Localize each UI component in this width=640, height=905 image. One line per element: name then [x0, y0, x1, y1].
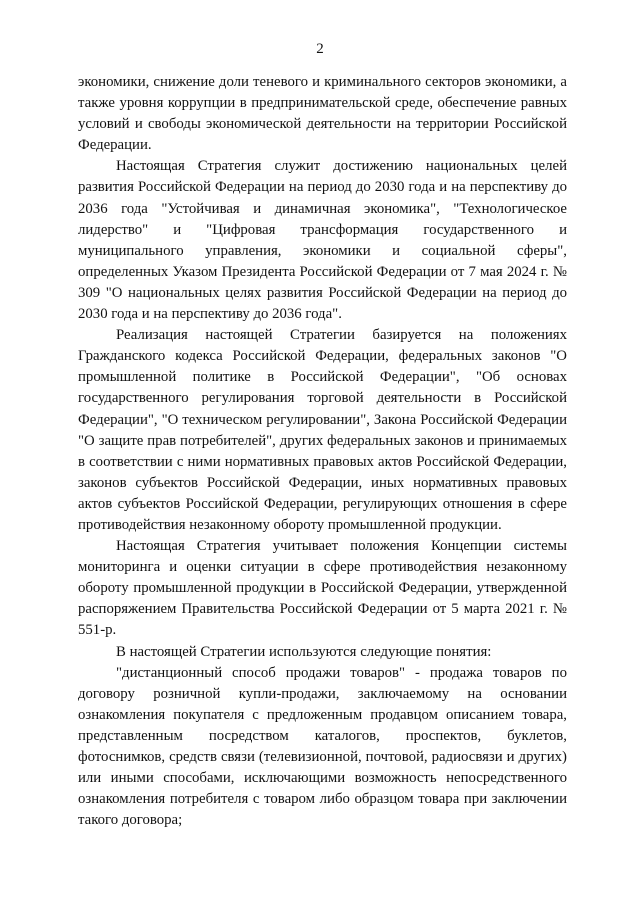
- paragraph-monitoring-concept: Настоящая Стратегия учитывает положения Концепции системы мониторинга и оценки ситуации в сфере противодействия незаконному обороту промышленной продукции в Российской Федерации, утвержденной распоряжением Правительства Российской Федерации от 5 марта 2021 г. № 551-р.: [78, 538, 567, 639]
- document-body: [78, 72, 567, 831]
- paragraph-terms-intro: В настоящей Стратегии используются следующие понятия:: [116, 643, 492, 660]
- paragraph-continuation: экономики, снижение доли теневого и криминального секторов экономики, а также уровня коррупции в предпринимательской среде, обеспечение равных условий и свободы экономической деятельности на территории Российской Федерации.: [78, 74, 567, 154]
- paragraph-national-goals: Настоящая Стратегия служит достижению национальных целей развития Российской Федерации на период до 2030 года и на перспективу до 2036 года "Устойчивая и динамичная экономика", "Технологическое лидерство" и "Цифровая трансформация государственного и муниципального управления, экономики и социальной сферы", определенных Указом Президента Российской Федерации от 7 мая 2024 г. № 309 "О национальных целях развития Российской Федерации на период до 2030 года и на перспективу до 2036 года".: [78, 158, 567, 323]
- paragraph-legal-basis: Реализация настоящей Стратегии базируется на положениях Гражданского кодекса Российской Федерации, федеральных законов "О промышленной политике в Российской Федерации", "Об основах государственного регулирования торговой деятельности в Российской Федерации", "О техническом регулировании", Закона Российской Федерации "О защите прав потребителей", других федеральных законов и принимаемых в соответствии с ними нормативных правовых актов Российской Федерации, законов субъектов Российской Федерации, иных нормативных правовых актов субъектов Российской Федерации, регулирующих отношения в сфере противодействия незаконному обороту промышленной продукции.: [78, 327, 567, 533]
- paragraph-term-remote-sales: "дистанционный способ продажи товаров" - продажа товаров по договору розничной купли-продажи, заключаемому на основании ознакомления покупателя с предложенным продавцом описанием товара, представленным посредством каталогов, проспектов, буклетов, фотоснимков, средств связи (телевизионной, почтовой, радиосвязи и других) или иными способами, исключающими возможность непосредственного ознакомления потребителя с товаром либо образцом товара при заключении такого договора;: [78, 664, 567, 829]
- page-number: 2: [316, 41, 324, 57]
